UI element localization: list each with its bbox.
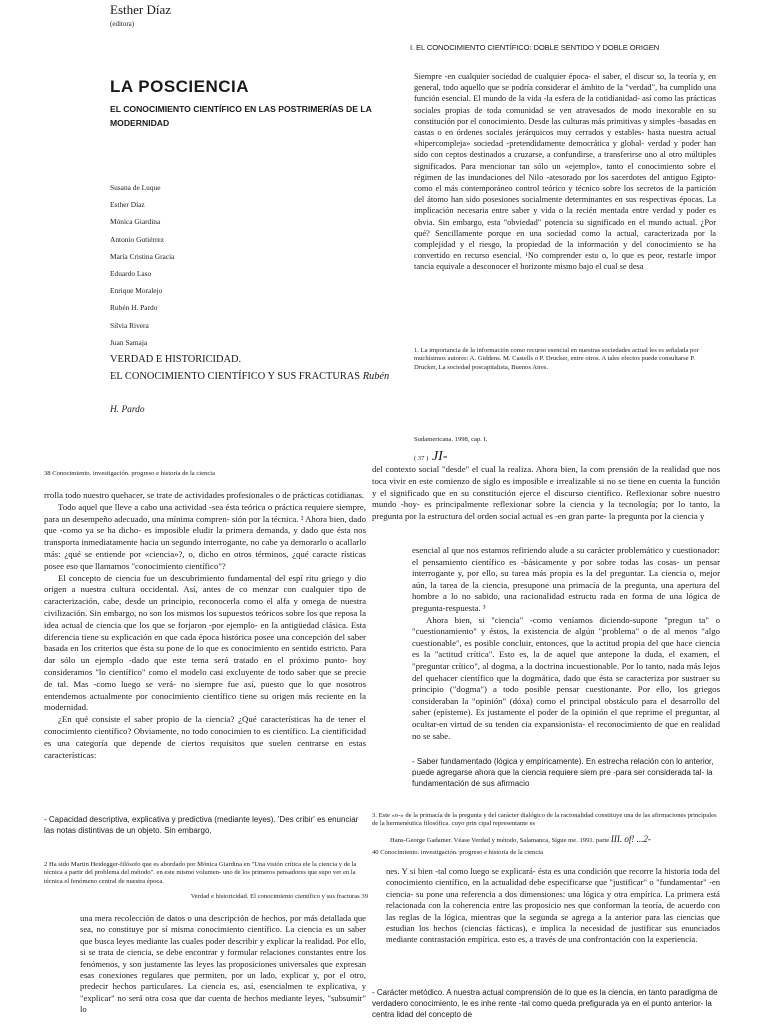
paragraph: Todo aquel que lleve a cabo una actividad -sea ésta teórica o práctica requiere siempre, para un desempeño adecuado, una mínima compren- sión por la técnica. ² Ahora bien, dado que -como ya se ha dicho- es imposible eludir la primera demanda, y dado que ésta nos transporta inmediatamente hacia un segundo interrogante, no cabe ya demorarlo o acallarlo más: ¿qué se entiende por «ciencia»?, o, dicho en otros términos, ¿qué caracte rísticas posee eso que llamamos "conocimiento científico"? [44,501,366,571]
col-right-bullet: - Saber fundamentado (lógica y empíricamente). En estrecha relación con lo anterior, puede agregarse ahora que la ciencia requiere siem pre -para ser considerada tal- la fundamentación de sus afirmacio [412,757,714,789]
footnote-1: 1. La importancia de la información como recurso esencial en nuestras sociedades actual les es señalada por muchísimos autores: A. Giddens. M. Castells o P. Drucker, entre otros. A tales efectos puede consultarse P. Drucker, La sociedad poscapitalista, Buenos Aires. [414,347,699,371]
footnote-3-scribble: III. of! ...2- [610,834,651,844]
editor-name: Esther Díaz [110,2,172,17]
paragraph: esencial al que nos estamos refiriendo alude a su carácter problemático y cuestionador: el pensamiento científico es -básicamente y por sobre todas las cosas- un pensar interrogante y, por ello, su tarea más propia es la del preguntar. La ciencia o, mejor aún, la tarea de la ciencia, presupone una primacía de la pregunta, una apertura del hombre a lo no sabido, una racionalidad estructu rada en forma de una lógica de pregunta-respuesta. ³ [412,545,720,613]
paragraph: Ahora bien, si "ciencia" -como veníamos diciendo-supone "pregun ta" o "cuestionamiento" y éstos, la existencia de algún "problema" o de al menos "algo cuestionable", es posible concluir, entonces, que la actitud propia del que hace ciencia es la "actitud crítica". Esto es, la de aquel que antepone la duda, el examen, el "preguntar crítico", al dogma, a la doctrina incuestionable. Por lo tanto, nada más lejos del quehacer científico que la dogmática, dado que ésta se caracteriza por sustraer su principio ("dogma") a todo posible pensar cuestionante. Por ello, los griegos consideraban la "opinión" (dóxa) como el principal obstáculo para el desarrollo del saber (epísteme). Es justamente el poder de la opinión el que reprime el preguntar, al ocultar-en virtud de su tenden cia expansionista- el reconocimiento de que en realidad no se sabe. [412,614,720,741]
chapter-title-line2 [110,371,410,382]
author-list [110,183,310,355]
author-item: Esther Díaz [110,200,145,210]
footnote-3-cont-text: Hans-George Gadamer. Véase Verdad y método, Salamanca, Sígue me. 1991. parte [390,837,610,844]
footnote-1-cont: Sudamericana. 1998, cap. I. [414,436,488,443]
author-item: Rubén H. Pardo [110,303,158,313]
chapter-author-last: H. Pardo [110,405,145,415]
bottom-left-text: una mera recolección de datos o una descripción de hechos, por más detallada que sea, no constituye por sí misma conocimiento científico. La ciencia es un saber que busca leyes mediante las cuales poder describir y explicar la realidad. Por ello, si se trata de ciencia, se debe encontrar y formular relaciones constantes entre los fenómenos, y son justamente las leyes las proposiciones universales que expresan esas conexiones regulares que permiten, por un lado, explicar y, por el otro, predecir hechos particulares. La ciencia es, así, esencialmen te explicativa, y "explicar" no será otra cosa que dar cuenta de hechos mediante leyes, "subsumir" lo [80,913,366,1015]
author-item: Mónica Giardina [110,217,161,227]
author-item: Susana de Luque [110,183,161,192]
chapter-title-text: EL CONOCIMIENTO CIENTÍFICO Y SUS FRACTURAS [110,371,361,382]
footnote-3-cont [390,835,651,845]
paragraph: El concepto de ciencia fue un descubrimiento fundamental del espí ritu griego y dio origen a nuestra cultura occidental. Así, antes de co menzar con cualquier tipo de caracterización, cabe, desde un principio, reconocerla como el alfa y omega de nuestra civilización. Sin embargo, no son los mismos los supuestos teóricos sobre los que reposa la idea actual de ciencia que los que se forjaron -por ejemplo- en la antigüedad clásica. Esta diferencia tiene su explicación en que cada época histórica posee una concepción del saber basada en los criterios que ésta su pone de lo que es conocimiento en sentido estricto. Para dar sólo un ejemplo -dado que este tema será tratado en el próximo punto- hoy consideramos "lo científico" como el modelo casi excluyente de todo saber que se precie de tal. Mas -como luego se verá- no siempre fue así, puesto que lo que nosotros entendemos actualmente por conocimiento científico tiene su origen más reciente en la modernidad. [44,572,366,713]
paragraph: ¿En qué consiste el saber propio de la ciencia? ¿Qué características ha de tener el conocimiento científico? Obviamente, no todo conocimien to es científico. La cientificidad es una categoría que depende de ciertos requisitos que suelen centrarse en estas características: [44,714,366,760]
footnote-3: 3. Este «o-» de la primacía de la pregunta y del carácter dialógico de la racionalidad constituye una de las afirmaciones principales de la hermenéutica filosófica. cuyo prin cipal representante es [372,812,717,828]
author-item: Silvia Rivera [110,320,149,330]
book-title: LA POSCIENCIA [110,77,250,96]
col-right-mid [412,545,720,742]
editor-role: (editora) [110,20,135,28]
book-subtitle: EL CONOCIMIENTO CIENTÍFICO EN LAS POSTRIMERÍAS DE LA MODERNIDAD [110,104,372,128]
chapter-author-first: Rubén [362,371,390,382]
author-item: Antonio Gutiérrez [110,234,164,244]
footnote-2: 2 Ha sido Martin Heidegger-filósofo que es abordado por Mónica Giardina en "Una visión crítica ele la ciencia y de la técnica a partir del problema del método". en este mismo volumen- uno de los primeros pensadores que supo ver en la técnica el fenómeno central de nuestra época. [44,861,357,885]
running-header-38: 38 Conocimiento. investigación. progreso e historia de la ciencia [44,470,216,477]
bottom-right-text: nes. Y si bien -tal como luego se explicará- ésta es una condición que recorre la historia toda del conocimiento científico, en la actualidad debe especificarse que "justificar" o "fundamentar" -en ciencia- su pone una referencia a dos dimensiones: una lógica y otra empírica. La primera está relacionada con la coherencia entre las proposicio nes que conforman la teoría, de acuerdo con las reglas de la lógica, mientras que la segunda se agrega a la anterior para las ciencias que estudian los hechos (ciencias fácticas), e implica la necesidad de justificar sus enunciados mediante contrastación empírica. esto es, a través de una confrontación con la experiencia. [386,866,720,945]
col-left-bullet: - Capacidad descriptiva, explicativa y predictiva (mediante leyes). 'Des cribir' es enunciar las notas distintivas de un objeto. Sin embargo, [44,815,359,836]
bottom-right-bullet: - Carácter metódico. A nuestra actual comprensión de lo que es la ciencia, en tanto paradigma de verdadero conocimiento, le es inhe rente -tal como queda prefigurada ya en el punto anterior- la centra lidad del concepto de [372,988,718,1020]
running-footer-39: Verdad e historicidad. El conocimiento científico y sus fracturas 39 [190,893,368,900]
intro-text: Siempre -en cualquier sociedad de cualquier época- el saber, el discur so, la teoría y, en general, todo aquello que se podría considerar el ámbito de la "verdad", ha cumplido una función esencial. El mundo de la vida -la esfera de la cotidianidad- así como las prácticas sociales propias de toda comunidad se ven atravesados de modo inexorable en su constitución por el conocimiento. Desde las culturas más primitivas y simples -basadas en castas o en órdenes sociales jerárquicos muy cerrados y estables- hasta nuestra actual «hipercompleja» sociedad -pretendidamente democrática y global- verdad y poder han sido con ceptos destinados a cruzarse, a confundirse, a transferirse uno al otro múltiples significados. Para mencionar tan sólo un «ejemplo», tanto el conocimiento sobre el régimen de las inundaciones del Nilo -atesorado por los sacerdotes del antiguo Egipto- como el más contemporáneo control teórico y técnico sobre los secretos de la partición del átomo han sido posesiones socialmente determinantes en sus respectivas épocas. La implicación necesaria entre saber y vida o la recién mentada entre verdad y poder es obvia. Sin embargo, esta "obviedad" potencia su significado en el mundo actual. ¿Por qué? Sencillamente porque en una sociedad como la actual, caracterizada por la complejidad y el riesgo, la propiedad de la información y del conocimiento se ha convertido en recurso esencial. ¹No comprender esto o, lo que es peor, restarle impor tancia equivale a desconocer el horizonte mismo bajo el cual se desa [414,72,716,272]
running-header-40: 40 Conocimiento. investigación. progreso e historia de la ciencia [372,849,544,856]
author-item: Enrique Moralejo [110,286,163,296]
paragraph: rrolla todo nuestro quehacer, se trate de actividades profesionales o de prácticas cotidianas. [44,490,365,500]
col-right-top: del contexto social "desde" el cual la realiza. Ahora bien, la com prensión de la realidad que nos toca vivir en este comienzo de siglo es imposible e irrealizable si no se tiene en cuenta la función y el significado que en su constitución ejerce el discurso científico. Reflexionar sobre nuestro mundo -hoy- es principalmente reflexionar sobre la ciencia y la tecnología; por lo tanto, la pregunta por la estructura del orden social actual es -en gran parte- la pregunta por la ciencia y [372,464,720,522]
page-mark-scribble: JI- [431,449,448,464]
col-left-main [44,490,366,761]
author-item: Eduardo Laso [110,268,152,278]
author-item: Juan Samaja [110,337,148,347]
page-number: ( 37 ) [414,455,429,462]
section-heading: I. EL CONOCIMIENTO CIENTÍFICO: DOBLE SENTIDO Y DOBLE ORIGEN [410,43,660,52]
chapter-title-line1: VERDAD E HISTORICIDAD. [110,354,242,365]
author-item: María Cristina Gracia [110,251,175,261]
page-number-mark [414,449,448,465]
